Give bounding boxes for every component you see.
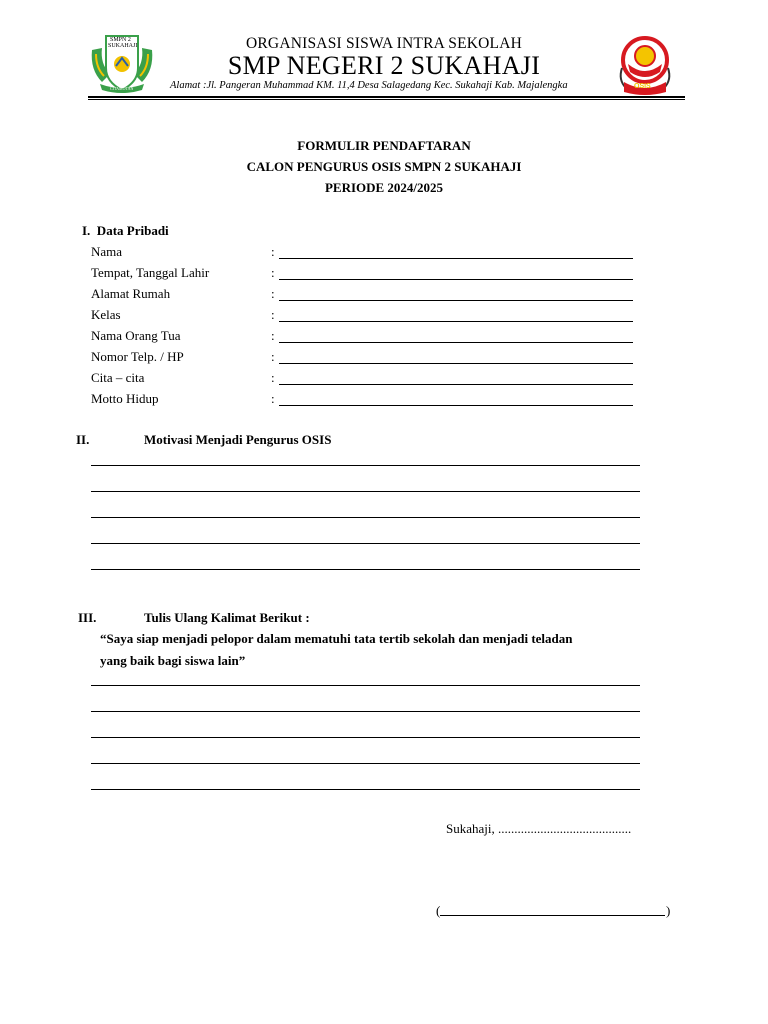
field-input-line[interactable]: [279, 258, 633, 259]
field-colon: :: [271, 244, 275, 259]
field-label: Motto Hidup: [91, 391, 159, 406]
field-colon: :: [271, 328, 275, 343]
field-input-line[interactable]: [279, 405, 633, 406]
answer-line[interactable]: [91, 685, 640, 686]
field-input-line[interactable]: [279, 342, 633, 343]
field-input-line[interactable]: [279, 321, 633, 322]
field-label: Tempat, Tanggal Lahir: [91, 265, 210, 280]
field-input-line[interactable]: [279, 279, 633, 280]
osis-logo: [612, 32, 678, 98]
school-address: Alamat :Jl. Pangeran Muhammad KM. 11,4 Desa Salagedang Kec. Sukahaji Kab. Majalengka: [170, 80, 568, 91]
section3-number: III.: [78, 610, 97, 625]
field-label: Nama: [91, 244, 123, 259]
form-period: PERIODE 2024/2025: [324, 180, 444, 195]
form-title: FORMULIR PENDAFTARAN: [297, 138, 471, 153]
left-logo-text-1: SMPN 2: [110, 37, 131, 43]
answer-line[interactable]: [91, 737, 640, 738]
pledge-quote-line1: “Saya siap menjadi pelopor dalam mematuhi tata tertib sekolah dan menjadi teladan: [100, 631, 573, 646]
section1-heading: I. Data Pribadi: [82, 223, 169, 238]
section3-heading: Tulis Ulang Kalimat Berikut :: [144, 610, 310, 625]
signature-close-paren: ): [666, 903, 671, 918]
answer-line[interactable]: [91, 569, 640, 570]
header-rule-thick: [88, 96, 685, 98]
place-date: Sukahaji, .........................................: [446, 821, 632, 836]
field-label: Nomor Telp. / HP: [91, 349, 184, 364]
signature-open-paren: (: [436, 903, 441, 918]
field-colon: :: [271, 370, 275, 385]
answer-line[interactable]: [91, 711, 640, 712]
answer-line[interactable]: [91, 465, 640, 466]
section2-number: II.: [76, 432, 90, 447]
field-label: Cita – cita: [91, 370, 145, 385]
field-colon: :: [271, 286, 275, 301]
answer-line[interactable]: [91, 543, 640, 544]
org-name: ORGANISASI SISWA INTRA SEKOLAH: [246, 35, 522, 52]
signature-line[interactable]: [440, 915, 665, 916]
field-input-line[interactable]: [279, 384, 633, 385]
field-colon: :: [271, 349, 275, 364]
answer-line[interactable]: [91, 517, 640, 518]
field-colon: :: [271, 307, 275, 322]
field-colon: :: [271, 391, 275, 406]
field-colon: :: [271, 265, 275, 280]
answer-line[interactable]: [91, 491, 640, 492]
pledge-quote-line2: yang baik bagi siswa lain”: [100, 653, 246, 668]
answer-line[interactable]: [91, 763, 640, 764]
left-logo-text-2: SUKAHAJI: [108, 43, 138, 49]
field-input-line[interactable]: [279, 300, 633, 301]
field-label: Kelas: [91, 307, 121, 322]
field-input-line[interactable]: [279, 363, 633, 364]
left-logo-ribbon: CITAMOTAN: [110, 86, 134, 91]
school-name: SMP NEGERI 2 SUKAHAJI: [227, 51, 541, 80]
answer-line[interactable]: [91, 789, 640, 790]
header-rule-thin: [88, 99, 685, 100]
osis-logo-text: OSIS: [634, 83, 651, 90]
section2-heading: Motivasi Menjadi Pengurus OSIS: [144, 432, 332, 447]
field-label: Alamat Rumah: [91, 286, 171, 301]
field-label: Nama Orang Tua: [91, 328, 181, 343]
form-subtitle: CALON PENGURUS OSIS SMPN 2 SUKAHAJI: [246, 159, 522, 174]
